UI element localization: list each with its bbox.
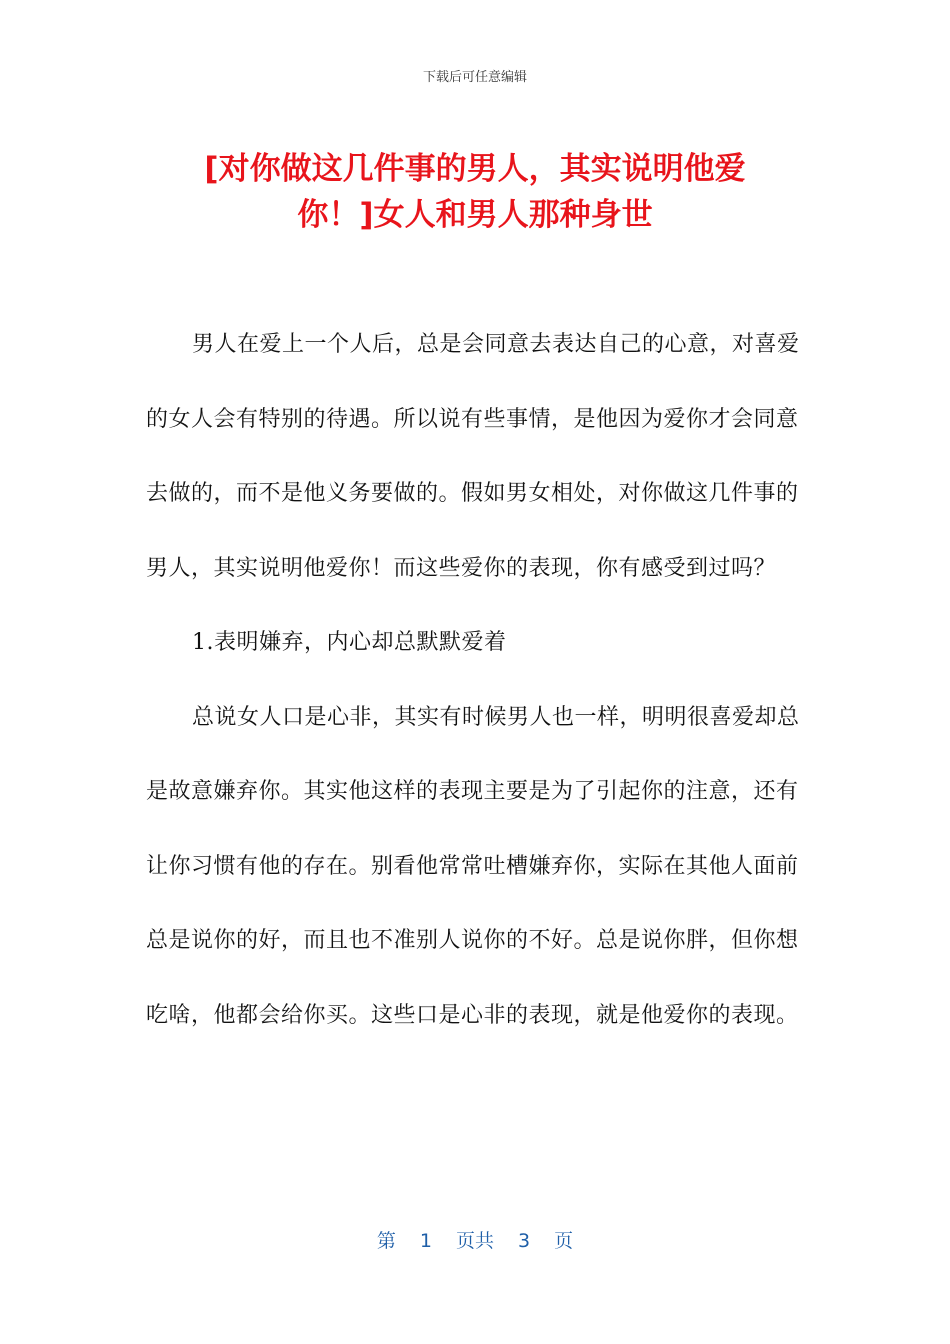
footer-suffix: 页 (554, 1230, 574, 1252)
paragraph-intro: 男人在爱上一个人后，总是会同意去表达自己的心意，对喜爱的女人会有特别的待遇。所以说有些事情，是他因为爱你才会同意去做的，而不是他义务要做的。假如男女相处，对你做这几件事的男人，其实说明他爱你！而这些爱你的表现，你有感受到过吗？ (146, 332, 800, 581)
page-footer (0, 1226, 950, 1253)
footer-current-page: 1 (419, 1230, 432, 1252)
document-body (146, 308, 806, 1053)
title-line-2: 你！]女人和男人那种身世 (297, 197, 653, 233)
section-heading-1: 1.表明嫌弃，内心却总默默爱着 (192, 630, 507, 655)
document-title (150, 146, 800, 238)
title-line-1: [对你做这几件事的男人，其实说明他爱 (204, 151, 746, 187)
header-note: 下载后可任意编辑 (422, 70, 527, 85)
footer-total-pages: 3 (518, 1230, 531, 1252)
footer-middle: 页共 (455, 1230, 494, 1252)
footer-prefix: 第 (376, 1230, 396, 1252)
paragraph-section-1: 总说女人口是心非，其实有时候男人也一样，明明很喜爱却总是故意嫌弃你。其实他这样的表现主要是为了引起你的注意，还有让你习惯有他的存在。别看他常常吐槽嫌弃你，实际在其他人面前总是说你的好，而且也不准别人说你的不好。总是说你胖，但你想吃啥，他都会给你买。这些口是心非的表现，就是他爱你的表现。 (146, 704, 800, 1028)
